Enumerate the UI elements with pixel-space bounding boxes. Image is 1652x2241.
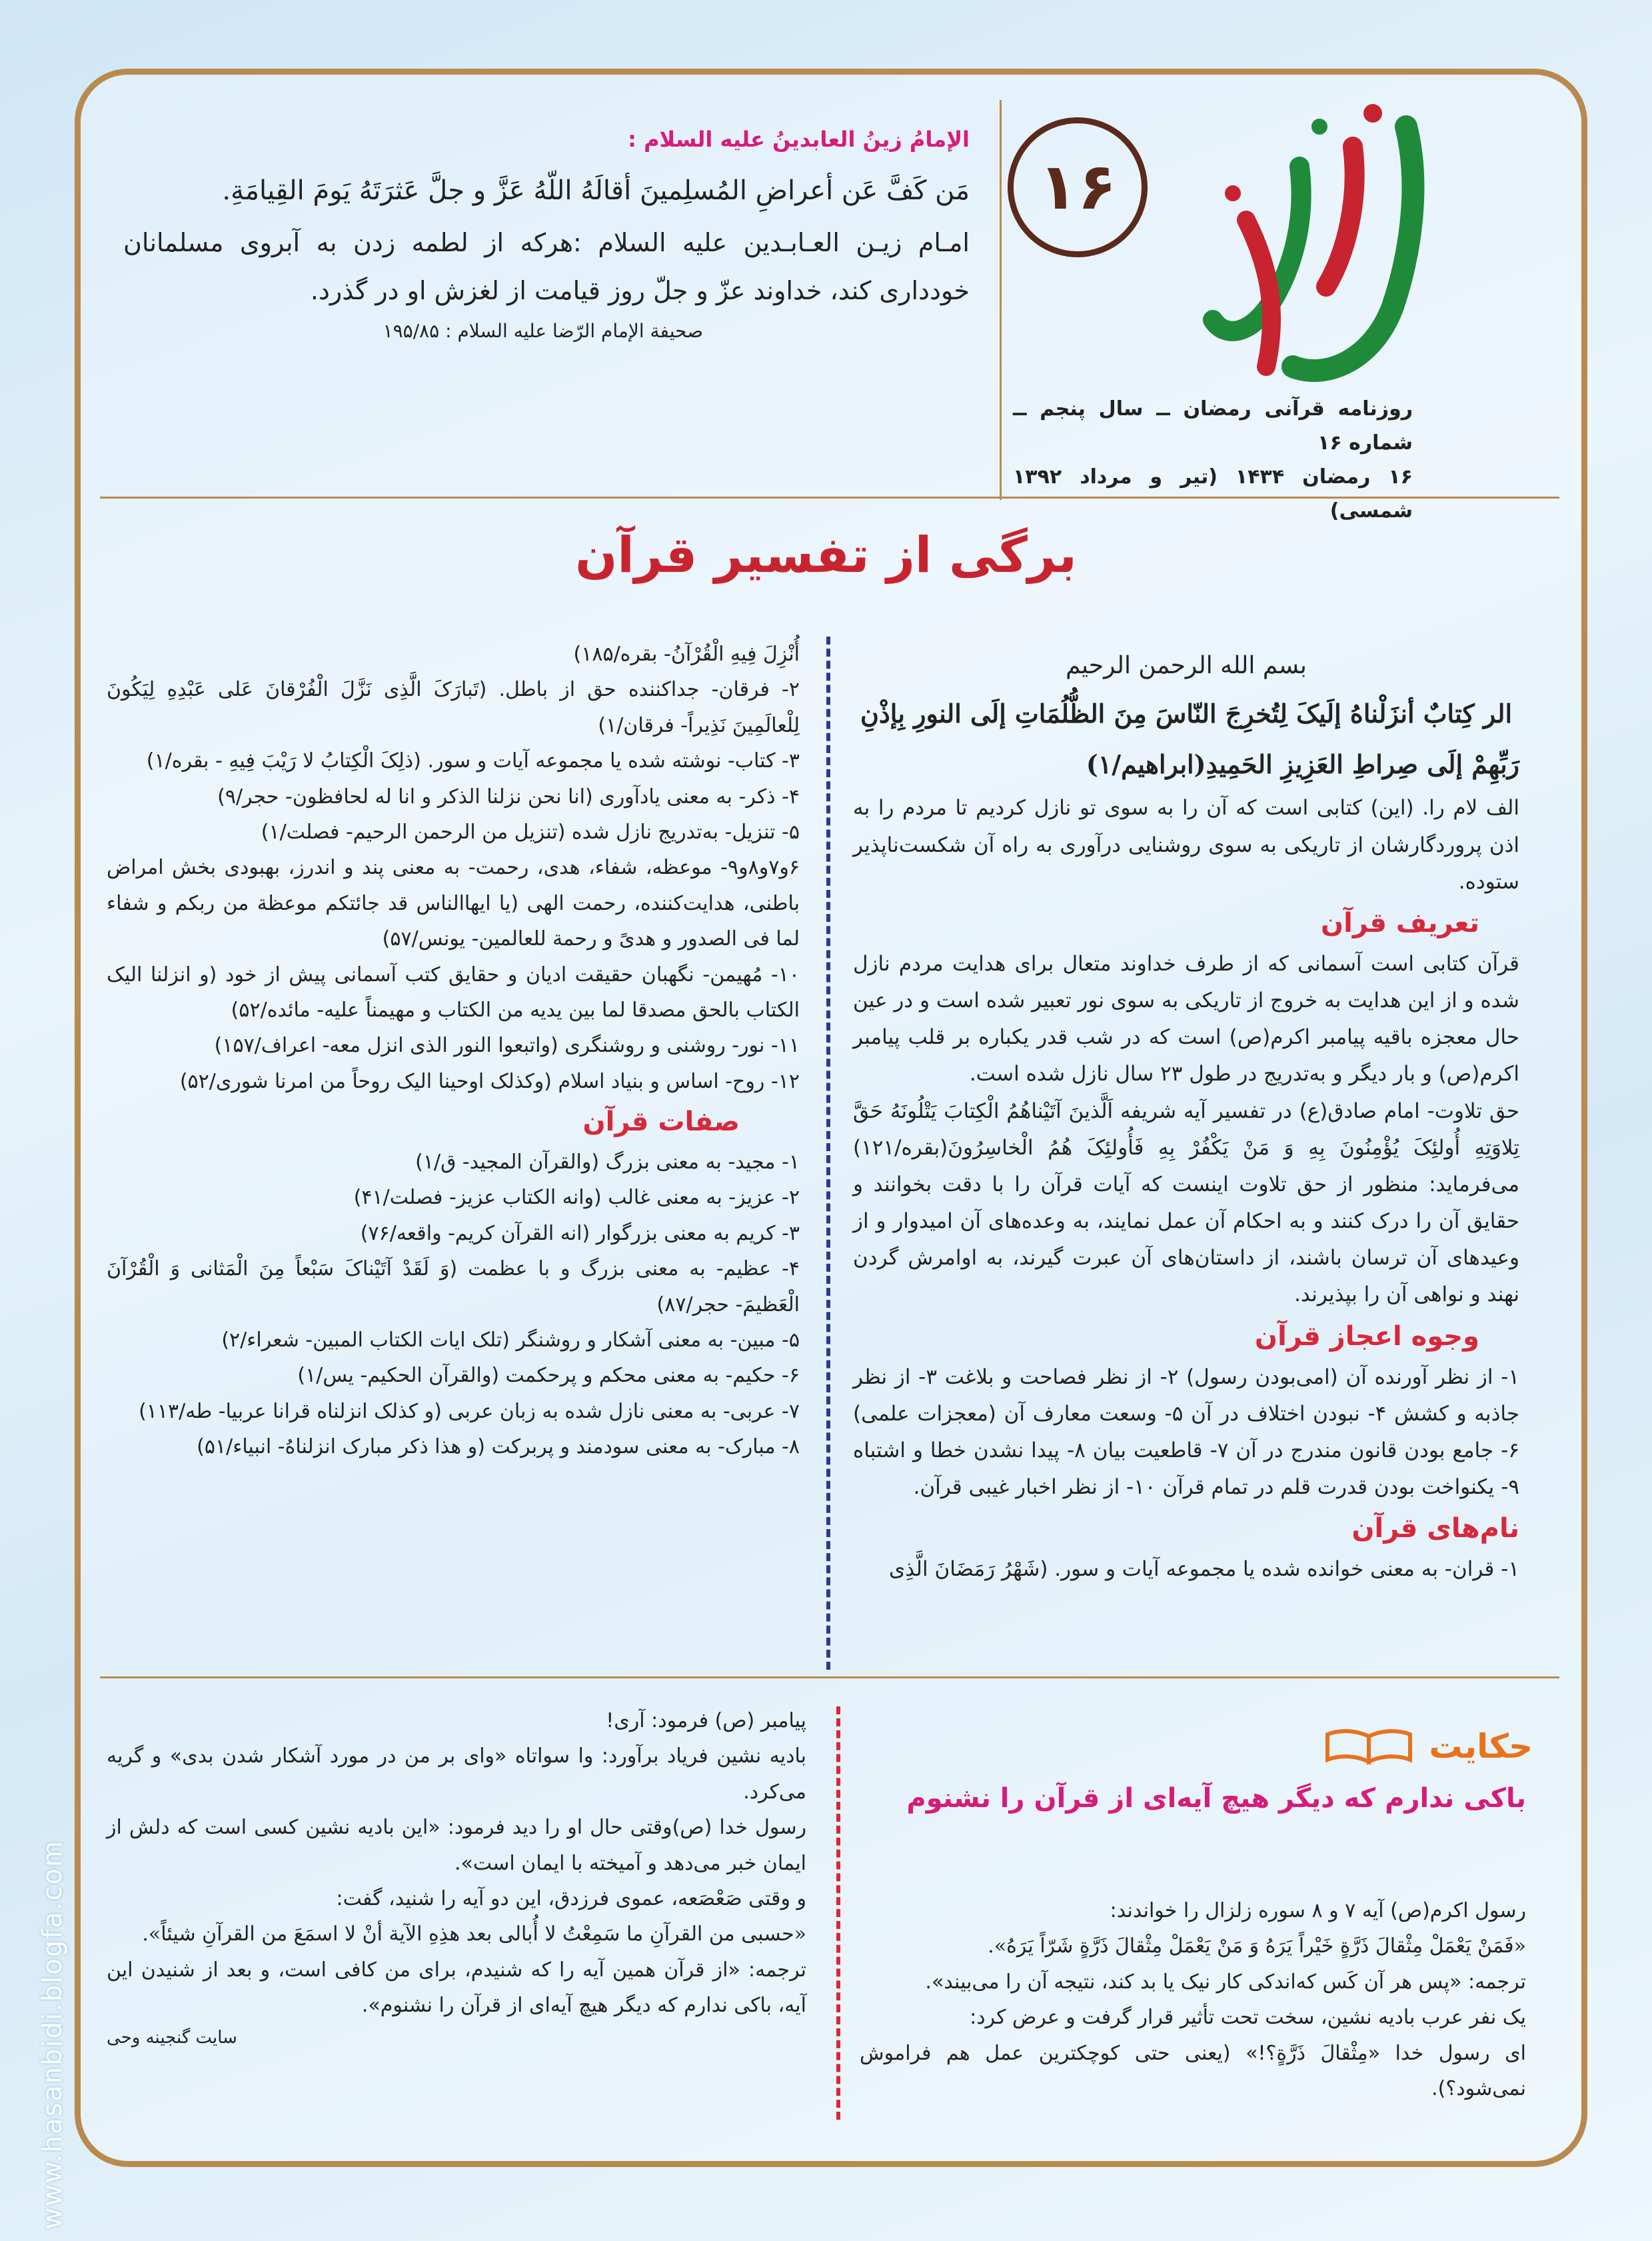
hadith-block	[123, 127, 970, 342]
heading-names: نام‌های قرآن	[1351, 1513, 1519, 1544]
hadith-heading: الإمامُ زینُ العابدینُ علیه السلام :	[628, 127, 970, 152]
logo-graphic	[1173, 87, 1453, 393]
attribute-item: ۶- حکیم- به معنی محکم و پرحکمت (والقرآن الحکیم- یس/۱)	[297, 1364, 800, 1388]
open-book-icon	[1322, 1726, 1415, 1766]
attribute-item: ۴- عظیم- به معنی بزرگ و با عظمت (وَ لَقَدْ آتَیْناکَ سَبْعاً مِنَ الْمَثانی وَ الْقُرْآنَ الْعَظیمَ- حجر/۸۷)	[107, 1257, 800, 1316]
issue-number-badge: ۱۶	[1008, 117, 1148, 257]
logo	[1173, 87, 1453, 393]
names-item: ۱۲- روح- اساس و بنیاد اسلام (وکذلک اوحینا الیک روحاً من امرنا شوری/۵۲)	[179, 1069, 800, 1093]
story-title: باکی ندارم که دیگر هیچ آیه‌ای از قرآن را نشنوم	[906, 1783, 1526, 1814]
main-title: برگی از تفسیر قرآن	[575, 527, 1077, 584]
left-column	[107, 637, 800, 1465]
issue-subtitle-line2: ۱۶ رمضان ۱۴۳۴ (تیر و مرداد ۱۳۹۲ شمسی)	[1013, 465, 1413, 523]
story-line: ترجمه: «از قرآن همین آیه را که شنیدم، برای من کافی است، و بعد از شنیدن این آیه، باکی ندارم که دیگر هیچ آیه‌ای از قرآن را نشنوم».	[107, 1958, 806, 2018]
attribute-item: ۳- کریم به معنی بزرگوار (انه القرآن کریم- واقعه/۷۶)	[360, 1221, 800, 1245]
header-divider	[1000, 100, 1002, 500]
story-line: و وقتی صَعْصَعه، عموی فرزدق، این دو آیه را شنید، گفت:	[336, 1886, 806, 1910]
right-column	[853, 643, 1519, 1588]
story-line: پیامبر (ص) فرمود: آری!	[606, 1709, 806, 1732]
story-label: حکایت	[1429, 1727, 1533, 1766]
names-item: ۱۰- مُهیمن- نگهبان حقیقت ادیان و حقایق کتب آسمانی پیش از خود (و انزلنا الیک الکتاب بالحق مصدقا لما بین یدیه من الکتاب و مهیمناً علیه- مائده/۵۲)	[107, 963, 800, 1022]
story-line: رسول اکرم(ص) آیه ۷ و ۸ سوره زلزال را خواندند:	[1110, 1899, 1526, 1922]
names-item: ۴- ذکر- به معنی یادآوری (انا نحن نزلنا الذکر و انا له لحافظون- حجر/۹)	[217, 785, 800, 809]
hadith-source: صحیفة الإمام الرّضا علیه السلام : ۱۹۵/۸۵	[383, 320, 703, 343]
section-divider-line	[100, 1676, 1559, 1678]
names-item: ۶و۷و۸و۹- موعظه، شفاء، هدی، رحمت- به معنی پند و اندرز، بهبودی بخش امراض باطنی، هدایت‌کننده، رحمت الهی (یا ایهاالناس قد جائتکم موعظة من ربکم و شفاء لما فی الصدور و هدیً و رحمة للعالمین- یونس/۵۷)	[107, 856, 800, 951]
story-line: بادیه نشین فریاد برآورد: وا سواتاه «وای بر من در مورد آشکار شدن بدی» و گریه می‌کرد.	[107, 1744, 806, 1804]
verse-translation: الف لام را. (این) کتابی است که آن را به سوی تو نازل کردیم تا مردم را به اذن پروردگارشان از تاریکی به سوی روشنایی درآوری به راه آن شکست‌ناپذیر ستوده.	[853, 796, 1519, 894]
recitation-text: حق تلاوت- امام صادق(ع) در تفسیر آیه شریفه اَلَّذینَ آتَیْناهُمُ الْکِتابَ یَتْلُونَهُ حَقَّ تِلاوَتِهِ أُولئِکَ یُؤْمِنُونَ بِهِ وَ مَنْ یَکْفُرْ بِهِ فَأُولئِکَ هُمُ الْخاسِرُونَ(بقره/۱۲۱) می‌فرماید: منظور از حق تلاوت اینست که آیات قرآن را با دقت بخوانند و حقایق آن را درک کنند و به احکام آن عمل نمایند، به وعده‌های آن امیدوار و از وعیدهای آن ترسان باشند، از داستان‌های آن عبرت گیرند، به اوامرش گردن نهند و نواهی آن را بپذیرند.	[853, 1099, 1519, 1307]
story-line: ترجمه: «پس هر آن کَس که‌اندکی کار نیک یا بد کند، نتیجه آن را می‌بیند».	[925, 1970, 1526, 1994]
basmala: بسم الله الرحمن الرحیم	[1066, 652, 1307, 679]
story-left-text	[107, 1703, 806, 2048]
attribute-item: ۲- عزیز- به معنی غالب (وانه الکتاب عزیز- فصلت/۴۱)	[353, 1186, 800, 1210]
story-line: رسول خدا (ص)وقتی حال او را دید فرمود: «این بادیه نشین کسی است که دلش از ایمان خبر می‌دهد و آمیخته با ایمان است».	[107, 1816, 806, 1875]
hadith-persian: امـام زیـن العـابـدین علیه السلام :هرکه از لطمه زدن به آبروی مسلمانان خودداری کند، خداوند عزّ و جلّ روز قیامت از لغزش او در گذرد.	[123, 228, 970, 306]
names-item: ۳- کتاب- نوشته شده یا مجموعه آیات و سور. (ذلِکَ الْکِتابُ لا رَیْبَ فِیهِ - بقره/۱)	[146, 749, 800, 773]
issue-subtitle-line1: روزنامه قرآنی رمضان ــ سال پنجم ــ شماره ۱۶	[1013, 397, 1413, 455]
story-line: «فَمَنْ یَعْمَلْ مِثْقالَ ذَرَّةٍ خَیْراً یَرَهُ وَ مَنْ یَعْمَلْ مِثْقالَ ذَرَّةٍ شَرّاً یَرَهُ».	[988, 1934, 1526, 1958]
attribute-item: ۷- عربی- به معنی نازل شده به زبان عربی (و کذلک انزلناه قرانا عربیا- طه/۱۱۳)	[139, 1399, 800, 1423]
column-divider	[826, 637, 830, 1670]
verse-line2: رَبِّهِمْ إلَی صِراطِ العَزِیزِ الحَمِیدِ(ابراهیم/۱)	[1086, 749, 1519, 780]
attribute-item: ۱- مجید- به معنی بزرگ (والقرآن المجید- ق/۱)	[415, 1150, 800, 1174]
attribute-item: ۵- مبین- به معنی آشکار و روشنگر (تلک ایات الکتاب المبین- شعراء/۲)	[221, 1328, 800, 1352]
verse-line1: الر کِتابٌ أنزَلْناهُ إلَیکَ لِتُخرِجَ النّاسَ مِنَ الظُّلُمَاتِ إلَی النورِ بِإذْنِ	[860, 699, 1513, 729]
story-source: سایت گنجینه وحی	[107, 2027, 237, 2048]
hadith-arabic: مَن کَفَّ عَن أعراضِ المُسلِمینَ أقالَهُ اللّهُ عَزَّ و جلَّ عَثرَتَهُ یَومَ القِیامَةِ.	[222, 175, 970, 206]
attribute-item: ۸- مبارک- به معنی سودمند و پربرکت (و هذا ذکر مبارک انزلناهُ- انبیاء/۵۱)	[197, 1435, 800, 1459]
names-item: ۵- تنزیل- به‌تدریج نازل شده (تنزیل من الرحمن الرحیم- فصلت/۱)	[261, 820, 800, 844]
names-item: ۱۱- نور- روشنی و روشنگری (واتبعوا النور الذی انزل معه- اعراف/۱۵۷)	[214, 1034, 800, 1058]
names-item: ۲- فرقان- جداکننده حق از باطل. (تَبارَکَ الَّذِی نَزَّلَ الْفُرْقانَ عَلی عَبْدِهِ لِیَکُونَ لِلْعالَمِینَ نَذِیراً- فرقان/۱)	[107, 678, 800, 737]
names-item: أُنْزِلَ فِیهِ الْقُرْآنُ- بقره/۱۸۵)	[573, 643, 800, 666]
story-label-row	[1100, 1720, 1533, 1773]
heading-attributes: صفات قرآن	[582, 1107, 740, 1138]
story-right-text	[860, 1893, 1526, 2106]
heading-definition: تعریف قرآن	[1321, 907, 1479, 939]
story-line: یک نفر عرب بادیه نشین، سخت تحت تأثیر قرار گرفت و عرض کرد:	[970, 2006, 1526, 2030]
story-divider	[836, 1706, 840, 2120]
story-line: «حسبی من القرآنِ ما سَمِعْتُ لا أُبالی بعد هذِهِ الآیة أنْ لا اسمَعَ من القرآنِ شیئاً».	[142, 1922, 806, 1946]
definition-text: قرآن کتابی است آسمانی که از طرف خداوند متعال برای هدایت مردم نازل شده و از این هدایت به خروج از تاریکی به سوی نور تعبیر شده است و در عین حال معجزه باقیه پیامبر اکرم(ص) است که در شب قدر یکباره بر قلب پیامبر اکرم(ص) و بار دیگر و به‌تدریج در طول ۲۳ سال نازل شده است.	[853, 951, 1519, 1087]
names-item-1: ۱- قران- به معنی خوانده شده یا مجموعه آیات و سور. (شَهْرُ رَمَضَانَ الَّذِی	[889, 1557, 1519, 1582]
site-watermark: www.hasanbidi.blogfa.com	[37, 1840, 68, 2230]
miracle-text: ۱- از نظر آورنده آن (امی‌بودن رسول) ۲- از نظر فصاحت و بلاغت ۳- از نظر جاذبه و کشش ۴- نبودن اختلاف در آن ۵- وسعت معارف آن (معجزات علمی) ۶- جامع بودن قانون مندرج در آن ۷- قاطعیت بیان ۸- پیدا نشدن خطا و اشتباه ۹- یکنواخت بودن قدرت قلم در تمام قرآن ۱۰- از نظر اخبار غیبی قرآن.	[853, 1364, 1519, 1500]
story-line: ای رسول خدا «مِثْقالَ ذَرَّةٍ؟!» (یعنی حتی کوچکترین عمل هم فراموش نمی‌شود؟).	[860, 2041, 1526, 2100]
issue-subtitle	[1013, 392, 1413, 528]
heading-miracle: وجوه اعجاز قرآن	[1254, 1320, 1479, 1352]
